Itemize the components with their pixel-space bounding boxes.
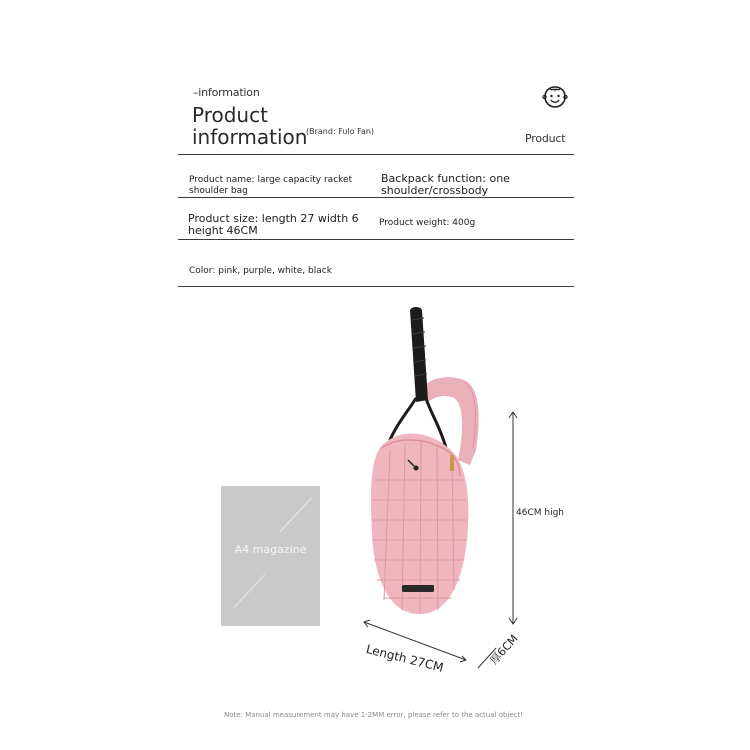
a4-magazine-reference (221, 486, 320, 626)
depth-label: 厚6CM (487, 632, 521, 668)
page-title: Product information (192, 103, 308, 149)
measurement-note: Note: Manual measurement may have 1-2MM error, please refer to the actual object! (224, 711, 524, 719)
section-eyebrow: –information (193, 86, 260, 99)
divider (178, 154, 574, 155)
height-label: 46CM high (516, 508, 564, 518)
product-tag: Product (525, 132, 566, 145)
baby-face-icon (541, 85, 569, 109)
height-dimension-line (506, 410, 520, 626)
spec-product-name: Product name: large capacity racket shoulder bag (189, 175, 353, 196)
divider (178, 286, 574, 287)
spec-backpack-function: Backpack function: one shoulder/crossbody (381, 172, 510, 197)
a4-magazine-label: A4 magazine (234, 543, 307, 556)
divider (178, 197, 574, 198)
brand-label: (Brand: Fulo Fan) (306, 127, 375, 136)
length-label: Length 27CM (364, 642, 445, 675)
spec-color: Color: pink, purple, white, black (189, 266, 332, 276)
spec-product-weight: Product weight: 400g (379, 218, 476, 228)
racket-bag-image (360, 300, 500, 620)
spec-product-size: Product size: length 27 width 6 height 46CM (188, 212, 359, 237)
divider (178, 239, 574, 240)
